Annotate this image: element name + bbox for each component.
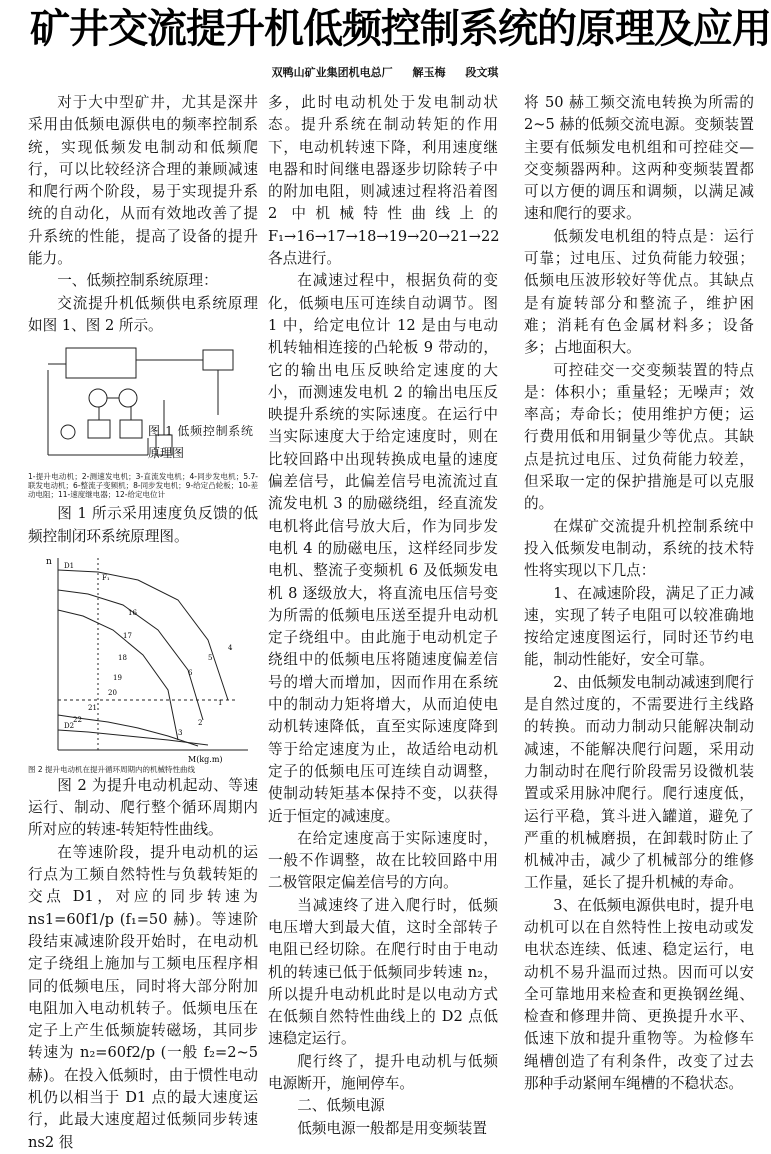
figure-1-circuit-diagram	[28, 340, 256, 470]
curve-label: 5	[208, 653, 213, 662]
section-heading: 二、低频电源	[297, 1097, 385, 1115]
column-1	[28, 92, 258, 1151]
curve-label: 16	[128, 608, 137, 617]
curve-label: 20	[108, 688, 117, 697]
curve-label: 3	[178, 728, 183, 737]
column-2	[268, 92, 500, 1137]
column-3	[524, 92, 754, 1093]
curve-label: 17	[123, 631, 132, 640]
curve-label: D2	[64, 721, 75, 730]
paragraph: 在等速阶段，提升电动机的运行点为工频自然特性与负载转矩的交点 D1，对应的同步转速为 ns1=60f1/p (f₁=50 赫)。等速阶段结束减速阶段开始时，在电动机定子绕组上施加与工频电压程序相同的低频电压，同时将大部分附加电阻加入电动机转子。低频电压在定子上产生低频旋转磁场，其同步转速为 n₂=60f2/p (一般 f₂=2~5 赫)。在投入低频时，由于惯性电动机仍以相当于 D1 点的最大速度运行，此最大速度超过低频同步转速 ns2 很	[28, 843, 258, 1151]
paragraph: 将 50 赫工频交流电转换为所需的 2~5 赫的低频交流电源。变频装置主要有低频发电机组和可控硅交—交变频器两种。这两种变频装置都可以方便的调压和调频，以满足减速和爬行的要求。	[524, 94, 754, 223]
curve-label: F₁	[102, 573, 110, 582]
y-axis-label: n	[46, 556, 52, 567]
paragraph: 1、在减速阶段，满足了正力减速，实现了转子电阻可以较准确地按给定速度图运行，同时还节约电能，制动性能好，安全可靠。	[524, 584, 754, 669]
figure-1-caption: 图 1 低频控制系统原理图	[148, 424, 253, 461]
paragraph: 在减速过程中，根据负荷的变化，低频电压可连续自动调节。图 1 中，给定电位计 12 是由与电动机转轴相连接的凸轮板 9 带动的，它的输出电压反映给定速度的大小，而测速发电机 2 的输出电压反映提升系统的实际速度。在运行中当实际速度大于给定速度时，则在比较回路中出现转换成电量的速度偏差信号，此偏差信号电流流过直流发电机 3 的励磁绕组，经直流发电机将此信号放大后，作为同步发电机 4 的励磁电压，这样经同步发电机、整流子变频机 6 及低频发电机 8 逐级放大，将直流电压信号变为所需的低频电压送至提升电动机定子绕组中。由此施于电动机定子绕组中的低频电压将随速度偏差信号的增大而增加，因而作用在系统中的制动力矩将增大，从而迫使电动机转速降低，直至实际速度降到等于给定速度为止，故适给电动机定子的低频电压可连续自动调整，使制动转矩基本保持不变，以获得近于恒定的减速度。	[268, 272, 498, 825]
paragraph: 2、由低频发电制动减速到爬行是自然过度的，不需要进行主线路的转换。而动力制动只能解决制动减速，不能解决爬行问题，采用动力制动时在爬行阶段需另设微机装置或采用脉冲爬行。爬行速度低，运行平稳，箕斗进入罐道，避免了严重的机械磨损，在卸载时防止了机械冲击，减少了机械部分的维修工作量，延长了提升机械的寿命。	[524, 673, 754, 892]
author-1: 解玉梅	[412, 66, 446, 79]
section-heading: 一、低频控制系统原理：	[57, 272, 218, 290]
curve-label: 2	[198, 718, 203, 727]
paragraph: 低频电源一般都是用变频装置	[297, 1119, 487, 1137]
curve-label: 1	[218, 698, 223, 707]
curve-label: 6	[188, 668, 193, 677]
paragraph: 交流提升机低频供电系统原理如图 1、图 2 所示。	[28, 294, 258, 334]
curve-label: 22	[73, 715, 82, 724]
curve-label: 21	[88, 703, 97, 712]
curve-label: 4	[228, 643, 233, 652]
author-2: 段文琪	[465, 66, 499, 79]
curve-label: D1	[64, 561, 75, 570]
paragraph: 3、在低频电源供电时，提升电动机可以在自然特性上按电动或发电状态连续、低速、稳定运行，电动机不易升温而过热。因而可以安全可靠地用来检查和更换钢丝绳、检查和修理井筒、更换提升水平、低速下放和提升重物等。为检修车绳槽创造了有利条件，改变了过去那种手动紧闸车绳槽的不稳状态。	[524, 896, 754, 1093]
curve-label: 19	[113, 673, 122, 682]
affiliation: 双鸭山矿业集团机电总厂	[271, 66, 393, 79]
paragraph: 对于大中型矿井，尤其是深井采用由低频电源供电的频率控制系统，实现低频发电制动和低频爬行，可以比较经济合理的兼顾减速和爬行两个阶段，易于实现提升系统的自动化，从而有效地改善了提升系统的性能，提高了设备的提升能力。	[28, 94, 258, 268]
paragraph: 图 1 所示采用速度负反馈的低频控制闭环系统原理图。	[28, 505, 258, 545]
paragraph: 图 2 为提升电动机起动、等速运行、制动、爬行整个循环周期内所对应的转速-转矩特性曲线。	[28, 776, 258, 839]
x-axis-label: M(kg.m)	[188, 754, 223, 764]
figure-1-legend: 1-提升电动机；2-测速发电机；3-直流发电机；4-同步发电机；5.7-联发电动机；6-整流子变频机；8-同步发电机；9-给定凸轮板；10-差动电阻；11-速度继电器；12-给定电位计	[28, 472, 258, 500]
byline	[0, 64, 770, 80]
curve-label: 18	[118, 653, 127, 662]
paragraph: 爬行终了，提升电动机与低频电源断开，施闸停车。	[268, 1052, 498, 1093]
characteristic-curve-svg	[28, 550, 256, 765]
figure-2-caption: 图 2 提升电动机在提升循环周期内的机械特性曲线	[28, 764, 196, 774]
paragraph: 低频发电机组的特点是：运行可靠；过电压、过负荷能力较强；低频电压波形较好等优点。其缺点是有旋转部分和整流子，维护困难；消耗有色金属材料多；设备多；占地面积大。	[524, 227, 754, 357]
paragraph: 可控硅交一交变频装置的特点是：体积小；重量轻；无噪声；效率高；寿命长；使用维护方便；运行费用低和用铜量少等优点。其缺点是抗过电压、过负荷能力较差，但采取一定的保护措施是可以克服的。	[524, 361, 754, 513]
paragraph: 多，此时电动机处于发电制动状态。提升系统在制动转矩的作用下，电动机转速下降，利用速度继电器和时间继电器逐步切除转子中的附加电阻，则减速过程将沿着图 2 中机械特性曲线上的 F₁→16→17→18→19→20→21→22 各点进行。	[268, 94, 500, 268]
article-title: 矿井交流提升机低频控制系统的原理及应用	[30, 6, 771, 52]
paragraph: 当减速终了进入爬行时，低频电压增大到最大值，这时全部转子电阻已经切除。在爬行时由于电动机的转速已低于低频同步转速 n₂，所以提升电动机此时是以电动方式在低频自然特性曲线上的 D2 点低速稳定运行。	[268, 896, 498, 1048]
paragraph: 在给定速度高于实际速度时，一般不作调整，故在比较回路中用二极管限定偏差信号的方向。	[268, 829, 498, 892]
paragraph: 在煤矿交流提升机控制系统中投入低频发电制动，系统的技术特性将实现以下几点：	[524, 517, 754, 580]
figure-2-characteristic-curves	[28, 550, 256, 765]
